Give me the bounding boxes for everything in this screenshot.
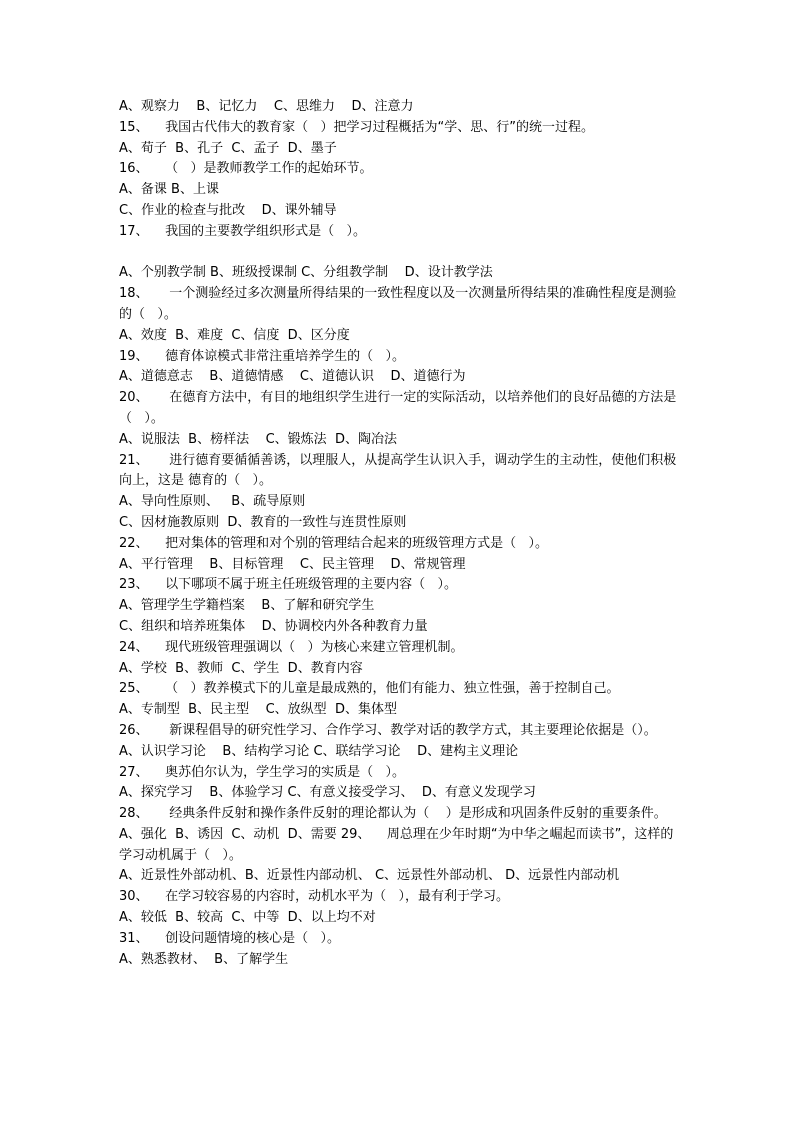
options-line: A、探究学习 B、体验学习 C、有意义接受学习、 D、有意义发现学习 [119,785,536,801]
options-line: A、专制型 B、民主型 C、放纵型 D、集体型 [119,702,397,718]
question-17: 17、 我国的主要教学组织形式是（ ）。 [119,223,366,239]
options-line: A、管理学生学籍档案 B、了解和研究学生 [119,598,375,614]
document-page [119,97,679,970]
options-line: A、道德意志 B、道德情感 C、道德认识 D、道德行为 [119,369,466,385]
question-21: 21、 进行德育要循循善诱，以理服人，从提高学生认识入手，调动学生的主动性，使他们积极向上，这是 德育的（ ）。 [119,452,677,489]
question-22: 22、 把对集体的管理和对个别的管理结合起来的班级管理方式是（ ）。 [119,535,548,551]
question-30: 30、 在学习较容易的内容时，动机水平为（ ），最有利于学习。 [119,889,509,905]
question-15: 15、 我国古代伟大的教育家（ ）把学习过程概括为“学、思、行”的统一过程。 [119,119,594,135]
options-and-question-29: A、强化 B、诱因 C、动机 D、需要 29、 周总理在少年时期“为中华之崛起而读书”，这样的学习动机属于（ ）。 [119,826,674,863]
options-line: C、因材施教原则 D、教育的一致性与连贯性原则 [119,514,407,530]
question-20: 20、 在德育方法中，有目的地组织学生进行一定的实际活动，以培养他们的良好品德的方法是（ ）。 [119,390,677,426]
options-line: C、组织和培养班集体 D、协调校内外各种教育力量 [119,618,428,634]
options-line: A、较低 B、较高 C、中等 D、以上均不对 [119,910,376,926]
options-line: A、学校 B、教师 C、学生 D、教育内容 [119,660,363,676]
options-line: A、效度 B、难度 C、信度 D、区分度 [119,327,350,343]
blank-line [119,243,679,264]
question-16: 16、 （ ）是教师教学工作的起始环节。 [119,161,373,177]
options-line: A、荀子 B、孔子 C、孟子 D、墨子 [119,140,337,156]
question-25: 25、 （ ）教养模式下的儿童是最成熟的，他们有能力、独立性强，善于控制自己。 [119,681,620,697]
question-18: 18、 一个测验经过多次测量所得结果的一致性程度以及一次测量所得结果的准确性程度是测验的（ ）。 [119,286,677,322]
options-line: A、认识学习论 B、结构学习论 C、联结学习论 D、建构主义理论 [119,743,519,759]
question-23: 23、 以下哪项不属于班主任班级管理的主要内容（ ）。 [119,577,457,593]
options-line: A、导向性原则、 B、疏导原则 [119,494,306,510]
question-27: 27、 奥苏伯尔认为，学生学习的实质是（ ）。 [119,764,405,780]
options-line: A、近景性外部动机、B、近景性内部动机、 C、远景性外部动机、 D、远景性内部动机 [119,868,620,884]
options-line: A、熟悉教材、 B、了解学生 [119,951,289,967]
options-line: A、观察力 B、记忆力 C、思维力 D、注意力 [119,99,414,114]
question-28: 28、 经典条件反射和操作条件反射的理论都认为（ ）是形成和巩固条件反射的重要条件。 [119,806,667,822]
question-19: 19、 德育体谅模式非常注重培养学生的（ ）。 [119,348,405,364]
question-24: 24、 现代班级管理强调以（ ）为核心来建立管理机制。 [119,639,464,655]
options-line: A、个别教学制 B、班级授课制 C、分组教学制 D、设计教学法 [119,265,493,281]
options-line: A、说服法 B、榜样法 C、锻炼法 D、陶冶法 [119,431,397,447]
question-26: 26、 新课程倡导的研究性学习、合作学习、教学对话的教学方式，其主要理论依据是（）。 [119,722,657,738]
options-line: A、备课 B、上课 [119,182,219,198]
options-line: C、作业的检查与批改 D、课外辅导 [119,202,337,218]
question-31: 31、 创设问题情境的核心是（ ）。 [119,930,340,946]
options-line: A、平行管理 B、目标管理 C、民主管理 D、常规管理 [119,556,466,572]
